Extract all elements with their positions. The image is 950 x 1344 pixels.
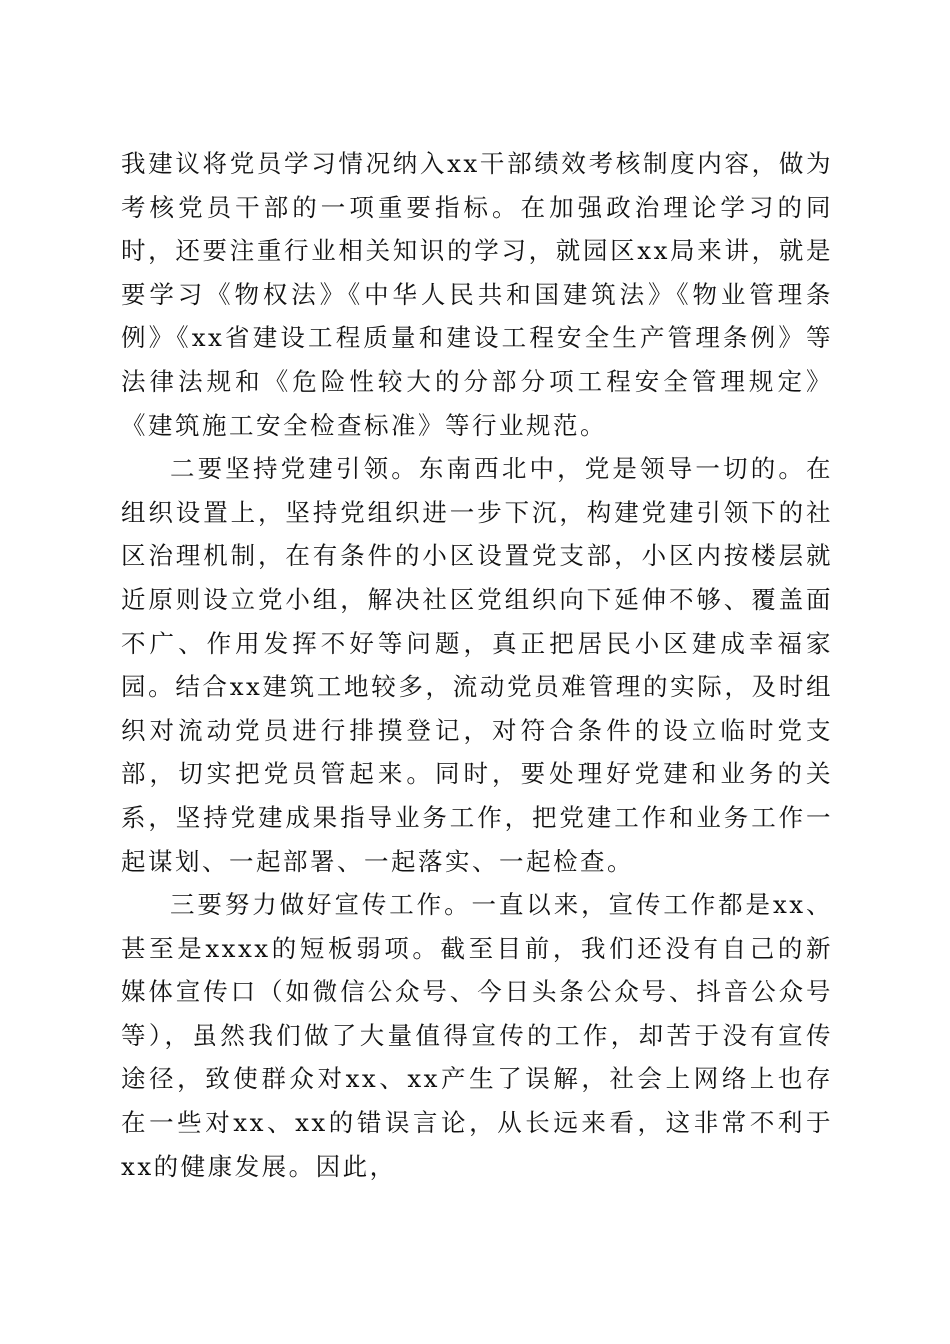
paragraph-party-building: 二要坚持党建引领。东南西北中，党是领导一切的。在组织设置上，坚持党组织进一步下沉，构建党建引领下的社区治理机制，在有条件的小区设置党支部，小区内按楼层就近原则设立党小组，解决社区党组织向下延伸不够、覆盖面不广、作用发挥不好等问题，真正把居民小区建成幸福家园。结合xx建筑工地较多，流动党员难管理的实际，及时组织对流动党员进行排摸登记，对符合条件的设立临时党支部，切实把党员管起来。同时，要处理好党建和业务的关系，坚持党建成果指导业务工作，把党建工作和业务工作一起谋划、一起部署、一起落实、一起检查。: [121, 454, 833, 876]
paragraph-publicity: 三要努力做好宣传工作。一直以来，宣传工作都是xx、甚至是xxxx的短板弱项。截至目前，我们还没有自己的新媒体宣传口（如微信公众号、今日头条公众号、抖音公众号等），虽然我们做了大量值得宣传的工作，却苦于没有宣传途径，致使群众对xx、xx产生了误解，社会上网络上也存在一些对xx、xx的错误言论，从长远来看，这非常不利于xx的健康发展。因此，: [121, 890, 833, 1181]
paragraph-continued: 我建议将党员学习情况纳入xx干部绩效考核制度内容，做为考核党员干部的一项重要指标。在加强政治理论学习的同时，还要注重行业相关知识的学习，就园区xx局来讲，就是要学习《物权法》《中华人民共和国建筑法》《物业管理条例》《xx省建设工程质量和建设工程安全生产管理条例》等法律法规和《危险性较大的分部分项工程安全管理规定》《建筑施工安全检查标准》等行业规范。: [121, 149, 833, 440]
document-body: [121, 142, 833, 1188]
